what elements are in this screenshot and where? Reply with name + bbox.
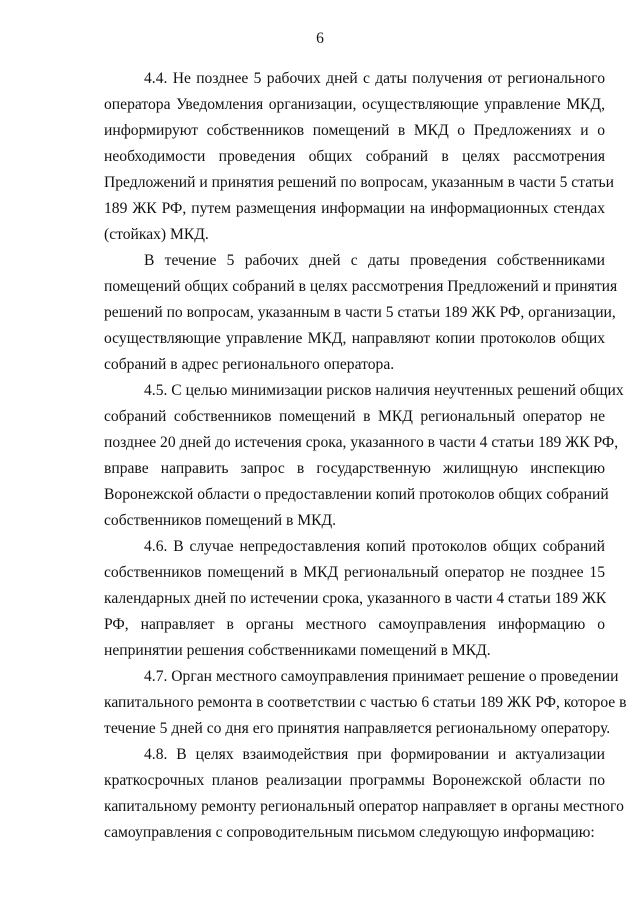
paragraph-4-6-line: календарных дней по истечении срока, указанного в части 4 статьи 189 ЖК [104, 590, 607, 607]
paragraph-4-7-line: течение 5 дней со дня его принятия направляется региональному оператору. [104, 720, 611, 737]
paragraph-4-8-line: 4.8. В целях взаимодействия при формировании и актуализации [144, 746, 605, 763]
paragraph-4-6-line: РФ, направляет в органы местного самоуправления информацию о [104, 616, 605, 633]
paragraph-4-6-line: непринятии решения собственниками помещений в МКД. [104, 642, 491, 659]
paragraph-4-5-line: собраний собственников помещений в МКД региональный оператор не [104, 408, 605, 425]
paragraph-4-5-line: Воронежской области о предоставлении копий протоколов общих собраний [104, 486, 609, 503]
paragraph-4-4b-line: осуществляющие управление МКД, направляют копии протоколов общих [104, 330, 605, 347]
page-number: 6 [316, 30, 324, 47]
paragraph-4-4b-line: решений по вопросам, указанным в части 5 статьи 189 ЖК РФ, организации, [104, 304, 616, 321]
paragraph-4-6-line: 4.6. В случае непредоставления копий протоколов общих собраний [144, 538, 605, 555]
paragraph-4-7-line: 4.7. Орган местного самоуправления принимает решение о проведении [144, 668, 619, 685]
paragraph-4-4b-line: В течение 5 рабочих дней с даты проведения собственниками [144, 252, 605, 269]
paragraph-4-4-line: необходимости проведения общих собраний в целях рассмотрения [104, 148, 605, 165]
paragraph-4-4-line: Предложений и принятия решений по вопросам, указанным в части 5 статьи [104, 174, 614, 191]
paragraph-4-5-line: вправе направить запрос в государственную жилищную инспекцию [104, 460, 605, 477]
paragraph-4-4-line: 189 ЖК РФ, путем размещения информации на информационных стендах [104, 200, 605, 217]
paragraph-4-4-line: информируют собственников помещений в МКД о Предложениях и о [104, 122, 605, 139]
paragraph-4-5-line: собственников помещений в МКД. [104, 512, 337, 529]
paragraph-4-8-line: капитальному ремонту региональный оператор направляет в органы местного [104, 798, 624, 815]
paragraph-4-4b-line: собраний в адрес регионального оператора. [104, 356, 395, 373]
paragraph-4-7-line: капитального ремонта в соответствии с частью 6 статьи 189 ЖК РФ, которое в [104, 694, 627, 711]
paragraph-4-8-line: краткосрочных планов реализации программы Воронежской области по [104, 772, 605, 789]
paragraph-4-4-line: оператора Уведомления организации, осуществляющие управление МКД, [104, 96, 605, 113]
paragraph-4-5-line: позднее 20 дней до истечения срока, указанного в части 4 статьи 189 ЖК РФ, [104, 434, 619, 451]
paragraph-4-8-line: самоуправления с сопроводительным письмом следующую информацию: [104, 824, 595, 841]
paragraph-4-5-line: 4.5. С целью минимизации рисков наличия неучтенных решений общих [144, 382, 624, 399]
paragraph-4-4-line: (стойках) МКД. [104, 226, 209, 243]
paragraph-4-4b-line: помещений общих собраний в целях рассмотрения Предложений и принятия [104, 278, 618, 295]
paragraph-4-4-line: 4.4. Не позднее 5 рабочих дней с даты получения от регионального [144, 70, 605, 87]
paragraph-4-6-line: собственников помещений в МКД региональный оператор не позднее 15 [104, 564, 605, 581]
